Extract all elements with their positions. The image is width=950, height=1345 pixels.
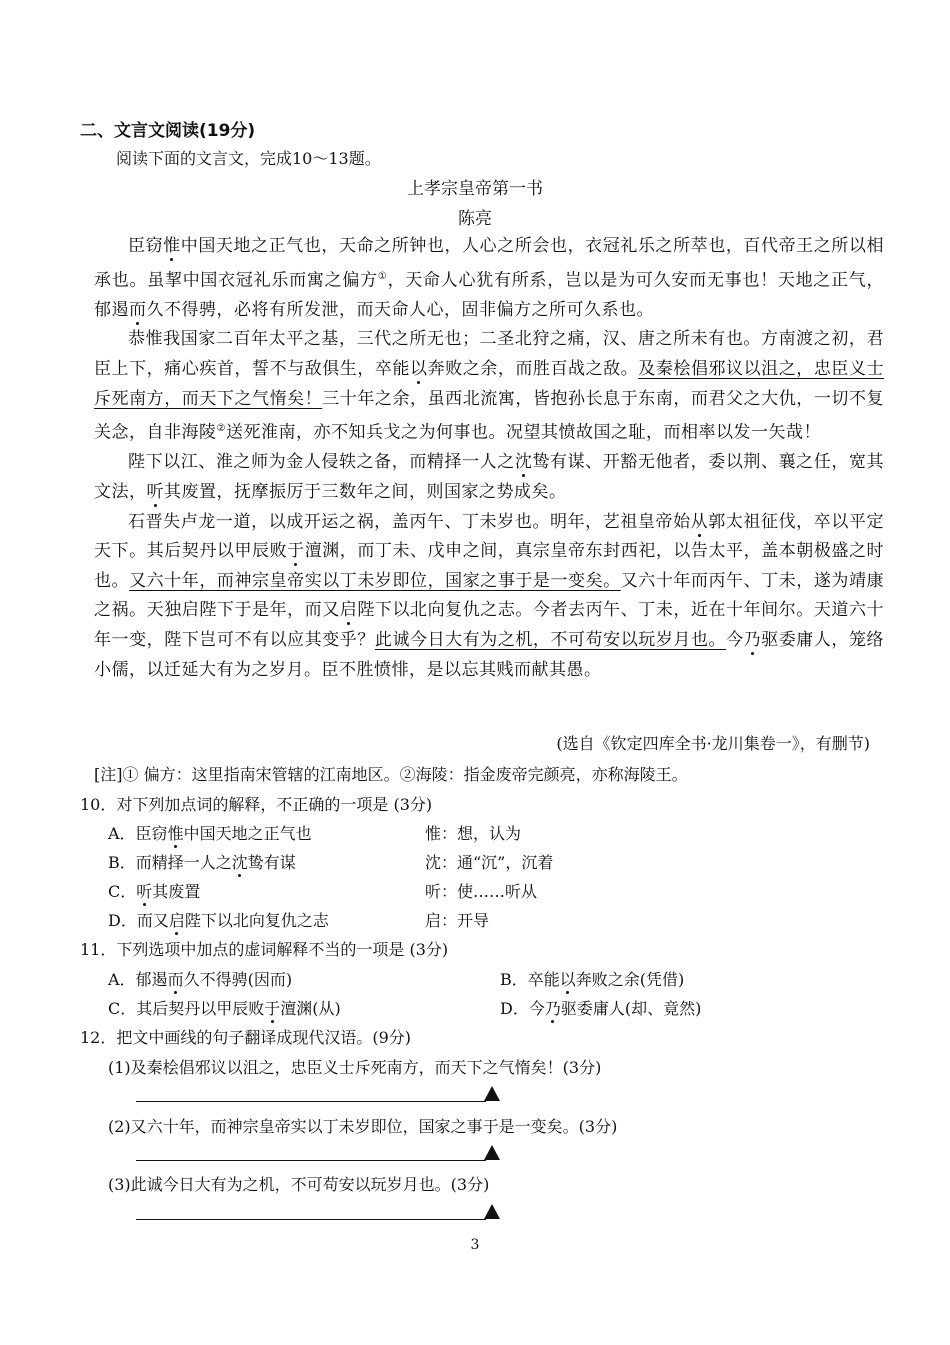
- text: 久不得骋(因而): [183, 970, 293, 989]
- text: 澶渊(从): [280, 999, 341, 1018]
- text: C．其后契丹以甲辰败: [108, 999, 265, 1018]
- text: 陛下以北向复仇之志: [184, 911, 329, 930]
- dotted-word: 沈: [514, 452, 533, 473]
- answer-line-3[interactable]: [136, 1219, 486, 1220]
- dotted-word: 乃: [743, 630, 762, 651]
- text: 恭惟我国家二百年太平之基，三代之所无也；二圣北狩之痛，汉、唐之所未有也。方南渡之初，君臣上下，痛心疾首，誓不与敌俱生，卒能: [94, 329, 884, 380]
- question-10-option-c: [108, 879, 200, 902]
- question-10-option-b-explanation: 沈：通“沉”，沉着: [425, 853, 554, 872]
- text: 澶渊，而丁未、戊申之间，真宗皇帝东封西祀，以告太平，盖本朝极盛之时也。: [94, 541, 885, 591]
- dotted-word: 启: [339, 600, 358, 621]
- question-12-item-1: (1)及秦桧倡邪议以沮之，忠臣义士斥死南方，而天下之气惰矣！(3分): [108, 1058, 602, 1077]
- triangle-icon: [484, 1086, 500, 1101]
- text: B．而精择一人之: [108, 853, 232, 872]
- question-10-option-a: [108, 821, 312, 844]
- answer-line-1[interactable]: [136, 1101, 486, 1102]
- text: D．今: [500, 999, 545, 1018]
- question-10-option-b: [108, 850, 296, 873]
- text: B．卒能: [500, 970, 560, 989]
- text: 石晋失卢龙一道，以成开运之祸，盖丙午、丁未岁也。明年，艺祖皇帝始: [128, 511, 691, 532]
- triangle-icon: [484, 1145, 500, 1160]
- question-12-stem: 12．把文中画线的句子翻译成现代汉语。(9分): [80, 1028, 412, 1047]
- dotted-word: 而: [167, 970, 184, 989]
- text: C．: [108, 882, 137, 901]
- text: 驱委庸人，笼络小儒，以迁延大有为之岁月。臣不胜愤悱，是以忘其贱而献其愚。: [94, 630, 885, 680]
- underlined-sentence: 此诚今日大有为之机，不可苟安以玩岁月也。: [374, 630, 727, 651]
- instruction: 阅读下面的文言文，完成10～13题。: [116, 149, 381, 168]
- text: 奔败之余，而胜百战之敌。: [427, 359, 639, 380]
- text: 今: [726, 630, 744, 651]
- text: 鸷有谋: [247, 853, 296, 872]
- question-10-option-a-explanation: 惟：想，认为: [425, 824, 522, 843]
- paragraph-4: [94, 508, 884, 686]
- passage-title: 上孝宗皇帝第一书: [407, 179, 543, 199]
- footnote-mark: ②: [216, 423, 226, 435]
- question-10-option-d: [108, 908, 329, 931]
- text: A．郁遏: [108, 970, 168, 989]
- dotted-word: 惟: [163, 236, 181, 256]
- dotted-word: 而: [129, 299, 147, 320]
- text: 中国天地之正气也，天命之所钟也，人心之所会也，衣冠礼乐之所萃也，百代帝王之所以相承也。虽挈中国衣冠礼乐而寓之偏方: [94, 236, 885, 291]
- underlined-sentence: 及秦桧倡邪议以沮之，忠臣义士斥死南方，而天下之气惰矣！: [94, 359, 885, 409]
- text: 其废置，抚摩振厉于三数年之间，则国家之势成矣。: [164, 482, 567, 503]
- triangle-icon: [484, 1204, 500, 1219]
- dotted-word: 听: [146, 482, 164, 503]
- question-10-option-c-explanation: 听：使……听从: [425, 882, 538, 901]
- question-12-item-3: (3)此诚今日大有为之机，不可苟安以玩岁月也。(3分): [108, 1175, 490, 1194]
- section-title: 二、文言文阅读(19分): [80, 121, 256, 141]
- question-11-option-d: [500, 996, 701, 1019]
- text: A．臣窃: [108, 824, 168, 843]
- text: D．而又: [108, 911, 169, 930]
- text: 中国天地之正气也: [183, 824, 312, 843]
- dotted-word: 启: [168, 911, 185, 930]
- footnote-mark: ①: [377, 270, 388, 282]
- passage-author: 陈亮: [458, 209, 492, 229]
- text: 陛下以北向复仇之志。今者去丙午、丁未，近在十年间尔。天道六十年一变，陛下岂可不有以应其变乎？: [94, 600, 885, 651]
- text: 又六十年而丙午、丁未，遂为靖康之祸。天独启陛下于是年，而又: [94, 570, 885, 621]
- paragraph-3: [94, 448, 884, 507]
- text: 奔败之余(凭借): [575, 970, 685, 989]
- question-11-option-a: [108, 967, 292, 990]
- question-11-option-c: [108, 996, 341, 1019]
- page-number: 3: [470, 1237, 480, 1253]
- text: 陛下以江、淮之师为金人侵轶之备，而精择一人之: [128, 452, 515, 473]
- paragraph-2: [94, 325, 884, 448]
- passage-body: [94, 232, 884, 685]
- dotted-word: 沈: [231, 853, 248, 872]
- dotted-word: 从: [690, 511, 709, 532]
- text: 郭太祖征伐，卒以平定天下。其后契丹以甲辰败: [94, 511, 885, 562]
- dotted-word: 以: [559, 970, 576, 989]
- text: ，天命人心犹有所系，岂以是为可久安而无事也！天地之正气，郁遏: [94, 270, 885, 320]
- dotted-word: 以: [410, 359, 428, 380]
- dotted-word: 于: [264, 999, 281, 1018]
- question-11-stem: 11．下列选项中加点的虚词解释不当的一项是 (3分): [80, 940, 449, 959]
- text: 三十年之余，虽西北流寓，皆抱孙长息于东南，而君父之大仇，一切不复关念，自非海陵: [94, 388, 885, 443]
- dotted-word: 惟: [167, 824, 184, 843]
- text: 驱委庸人(却、竟然): [560, 999, 702, 1018]
- dotted-word: 于: [287, 541, 305, 562]
- answer-line-2[interactable]: [136, 1160, 486, 1161]
- question-10-stem: 10．对下列加点词的解释，不正确的一项是 (3分): [80, 795, 433, 814]
- source-citation: (选自《钦定四库全书·龙川集卷一》，有删节): [556, 734, 870, 753]
- text: 臣窃: [128, 236, 164, 256]
- question-10-option-d-explanation: 启：开导: [425, 911, 490, 930]
- question-12-item-2: (2)又六十年，而神宗皇帝实以丁未岁即位，国家之事于是一变矣。(3分): [108, 1117, 618, 1136]
- footnote: [注]① 偏方：这里指南宋管辖的江南地区。②海陵：指金废帝完颜亮，亦称海陵王。: [94, 765, 688, 784]
- dotted-word: 乃: [544, 999, 561, 1018]
- question-11-option-b: [500, 967, 684, 990]
- text: 其废置: [152, 882, 201, 901]
- text: 送死淮南，亦不知兵戈之为何事也。况望其愤故国之耻，而相率以发一矢哉！: [225, 422, 821, 443]
- text: 鸷有谋、开豁无他者，委以荆、襄之任，宽其文法，: [94, 452, 885, 503]
- dotted-word: 听: [136, 882, 153, 901]
- underlined-sentence: 又六十年，而神宗皇帝实以丁未岁即位，国家之事于是一变矣。: [129, 570, 621, 591]
- text: 久不得骋，必将有所发泄，而天命人心，固非偏方之所可久系也。: [146, 299, 654, 320]
- paragraph-1: [94, 232, 884, 325]
